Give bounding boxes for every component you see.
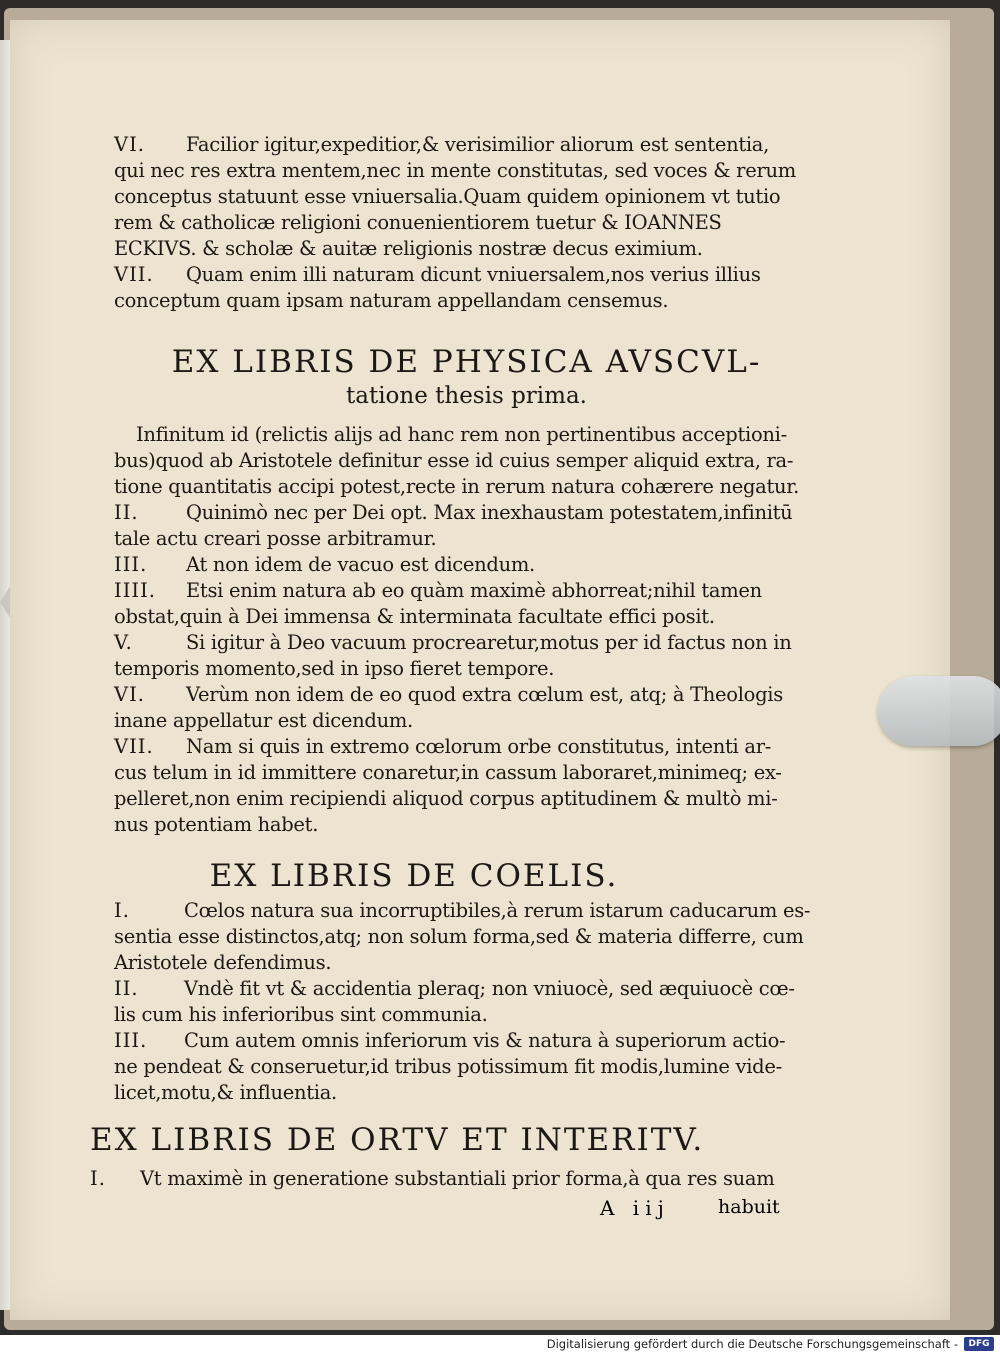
text-line: VII. Quam enim illi naturam dicunt vniuersalem,nos verius illius — [114, 263, 761, 286]
text-line: Aristotele defendimus. — [114, 951, 332, 974]
text-line: inane appellatur est dicendum. — [114, 709, 413, 732]
text-line: bus)quod ab Aristotele definitur esse id cuius semper aliquid extra, ra- — [114, 449, 794, 472]
right-clip — [878, 676, 1000, 746]
text-line: nus potentiam habet. — [114, 813, 319, 836]
text-line: II. Quinimò nec per Dei opt. Max inexhaustam potestatem,infinitū — [114, 501, 793, 524]
text-line: tione quantitatis accipi potest,recte in rerum natura cohærere negatur. — [114, 475, 800, 498]
text-line: conceptum quam ipsam naturam appellandam censemus. — [114, 289, 669, 312]
text-line: conceptus statuunt esse vniuersalia.Quam quidem opinionem vt tutio — [114, 185, 781, 208]
text-line: pelleret,non enim recipiendi aliquod corpus aptitudinem & multò mi- — [114, 787, 778, 810]
text-line: III. At non idem de vacuo est dicendum. — [114, 553, 535, 576]
text-line: qui nec res extra mentem,nec in mente constitutas, sed voces & rerum — [114, 159, 796, 182]
text-line: sentia esse distinctos,atq; non solum forma,sed & materia differre, cum — [114, 925, 804, 948]
text-line: cus telum in id immittere conaretur,in cassum laboraret,minimeq; ex- — [114, 761, 782, 784]
text-line: rem & catholicæ religioni conuenientiorem tuetur & IOANNES — [114, 211, 722, 234]
text-line: III. Cum autem omnis inferiorum vis & natura à superiorum actio- — [114, 1029, 786, 1052]
section-heading-coelis: EX LIBRIS DE COELIS. — [209, 858, 619, 894]
section-heading-ortu: EX LIBRIS DE ORTV ET INTERITV. — [90, 1122, 705, 1158]
text-line: VII. Nam si quis in extremo cœlorum orbe constitutus, intenti ar- — [114, 735, 772, 758]
text-line: I. Cœlos natura sua incorruptibiles,à rerum istarum caducarum es- — [114, 899, 811, 922]
text-line: IIII. Etsi enim natura ab eo quàm maximè abhorreat;nihil tamen — [114, 579, 762, 602]
text-line: ne pendeat & conseruetur,id tribus potissimum fit modis,lumine vide- — [114, 1055, 782, 1078]
text-line: Infinitum id (relictis alijs ad hanc rem non pertinentibus acceptioni- — [136, 423, 787, 446]
section-heading-physica: EX LIBRIS DE PHYSICA AVSCVL- — [171, 344, 762, 380]
text-line: VI. Verùm non idem de eo quod extra cœlum est, atq; à Theologis — [114, 683, 783, 706]
text-line: ECKIVS. & scholæ & auitæ religionis nostræ decus eximium. — [114, 237, 703, 260]
book-page — [10, 20, 950, 1320]
text-line: licet,motu,& influentia. — [114, 1081, 337, 1104]
text-line: I. Vt maximè in generatione substantiali prior forma,à qua res suam — [90, 1167, 775, 1190]
signature-mark: A iij — [600, 1196, 670, 1220]
text-line: lis cum his inferioribus sint communia. — [114, 1003, 488, 1026]
text-line: VI. Facilior igitur,expeditior,& verisimilior aliorum est sententia, — [114, 133, 770, 156]
text-line: V. Si igitur à Deo vacuum procrearetur,motus per id factus non in — [114, 631, 792, 654]
text-line: tale actu creari posse arbitramur. — [114, 527, 437, 550]
text-line: obstat,quin à Dei immensa & interminata facultate effici posit. — [114, 605, 715, 628]
section-subheading-physica: tatione thesis prima. — [346, 383, 587, 409]
text-line: II. Vndè fit vt & accidentia pleraq; non vniuocè, sed æquiuocè cœ- — [114, 977, 795, 1000]
dfg-logo: DFG — [964, 1337, 994, 1351]
text-line: temporis momento,sed in ipso fieret tempore. — [114, 657, 555, 680]
catchword: habuit — [718, 1196, 780, 1218]
footer-credit: Digitalisierung gefördert durch die Deutsche Forschungsgemeinschaft - — [546, 1337, 958, 1351]
